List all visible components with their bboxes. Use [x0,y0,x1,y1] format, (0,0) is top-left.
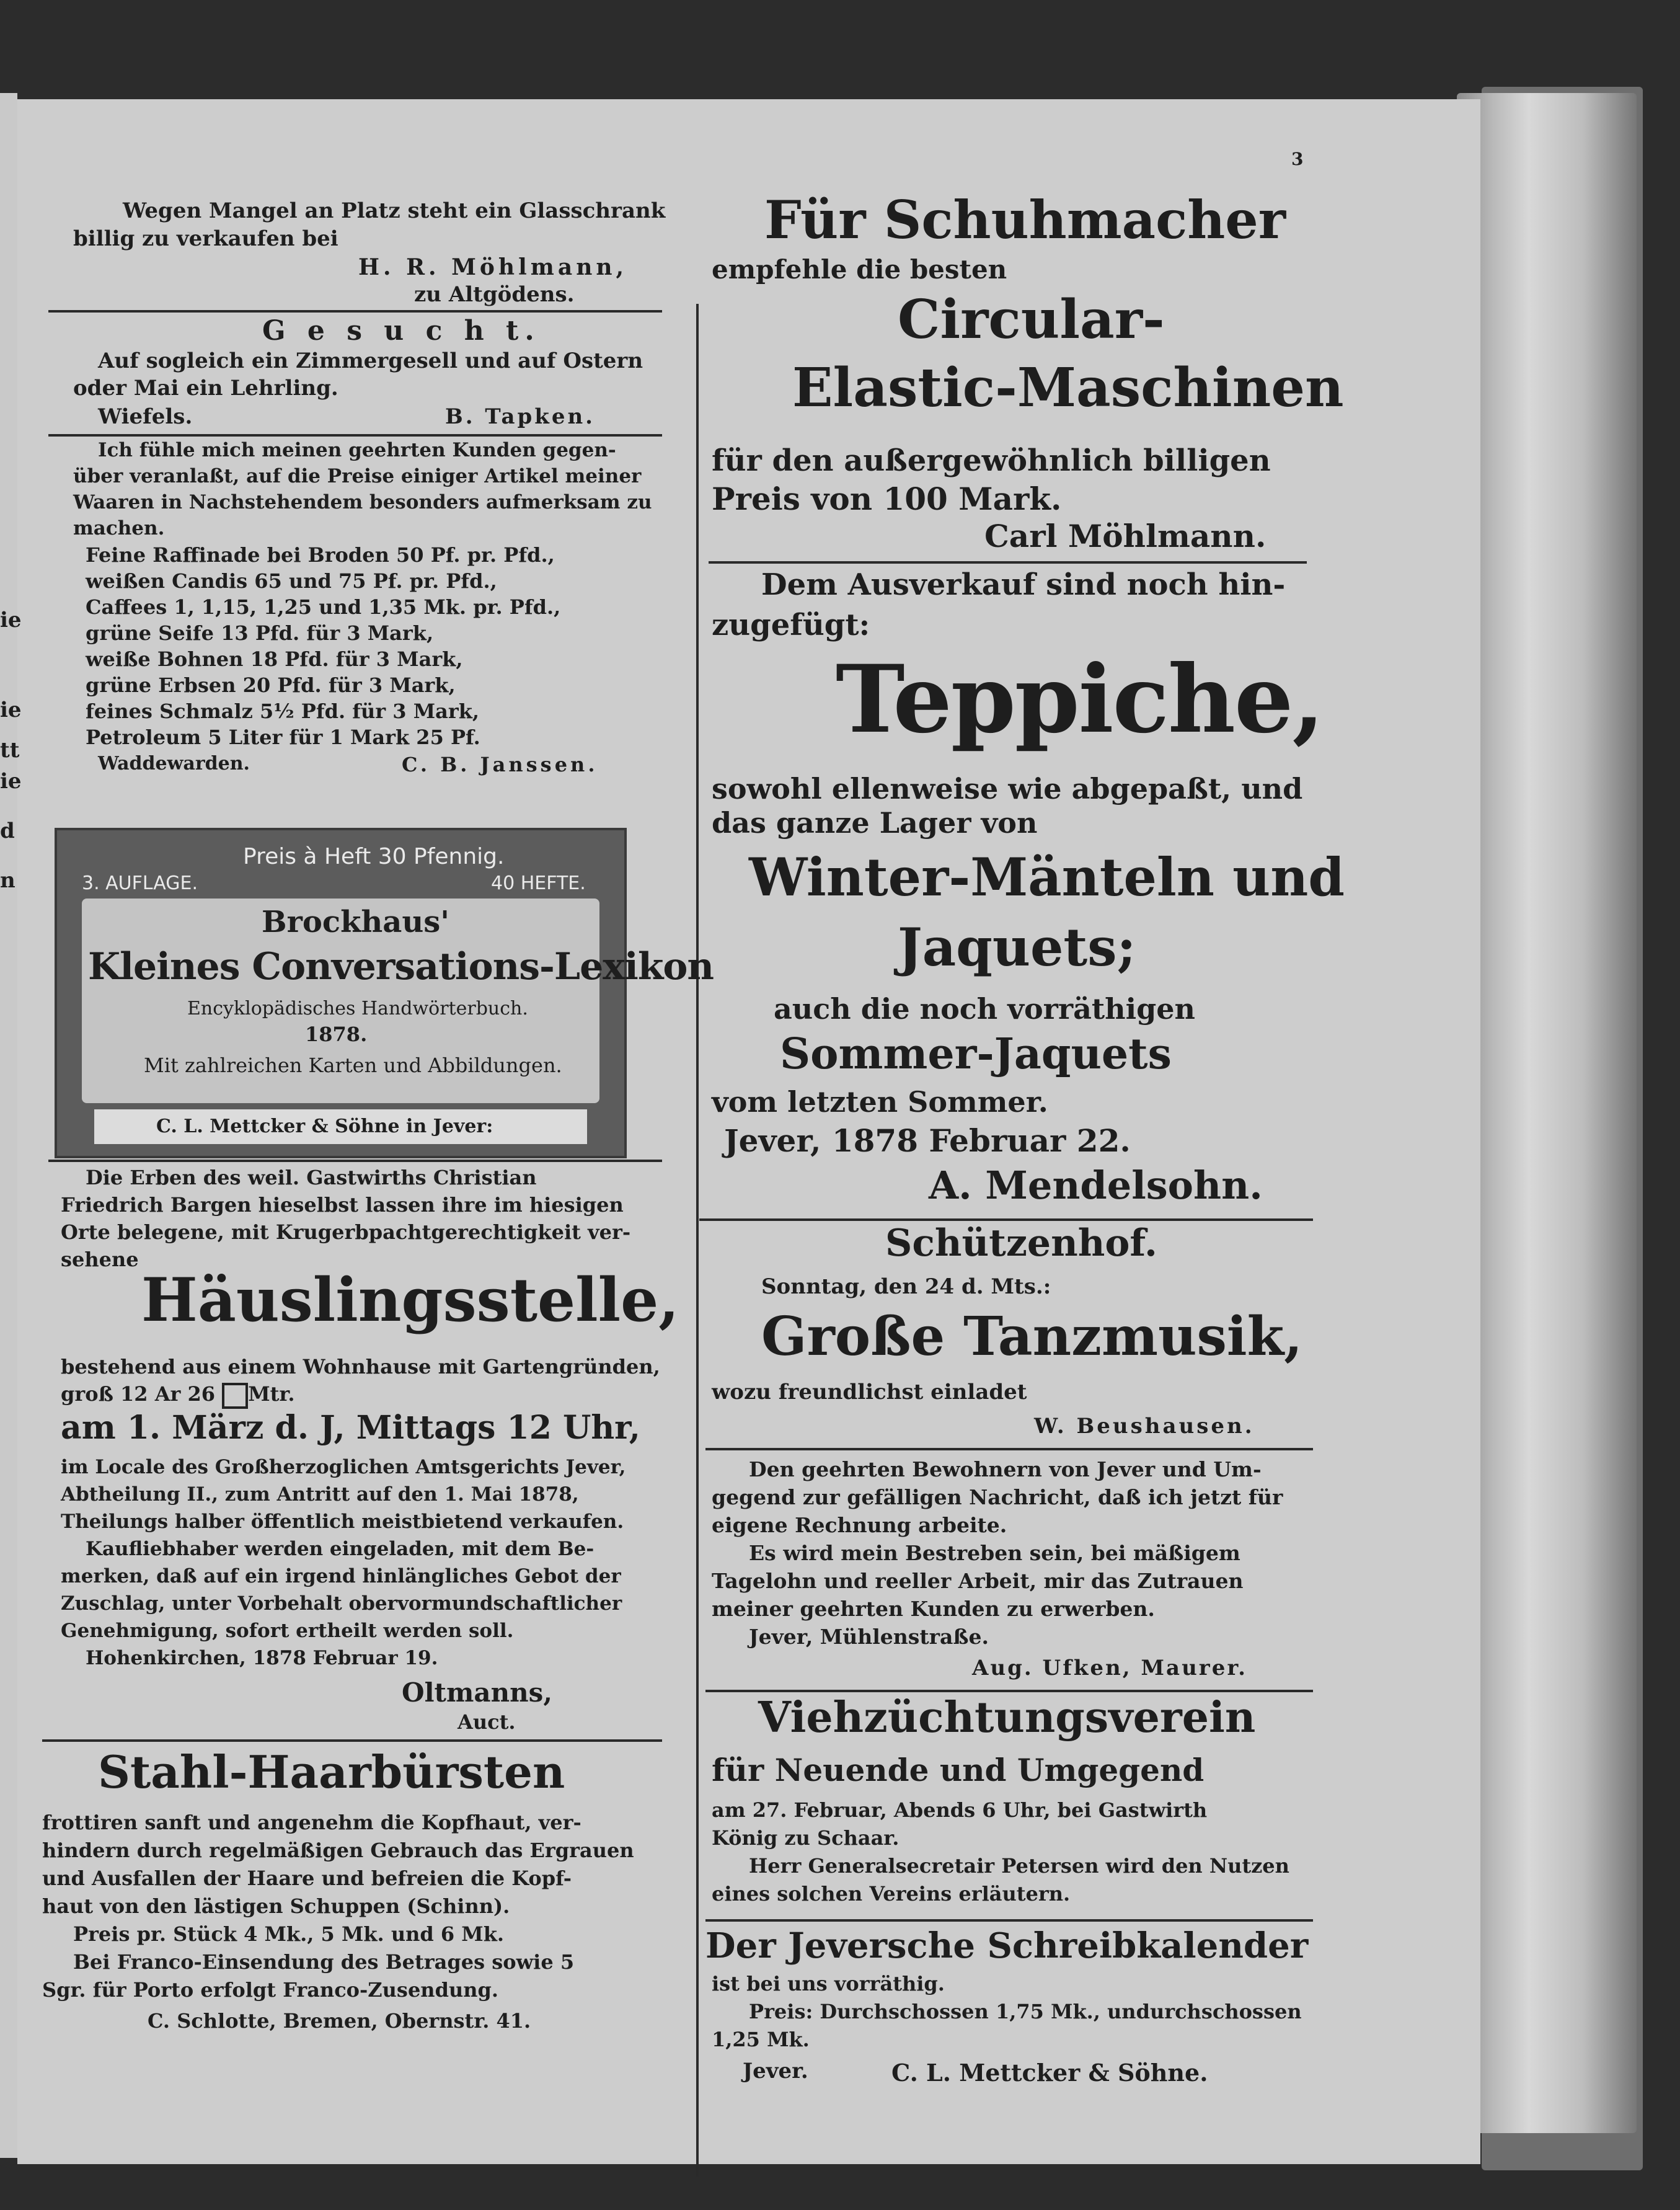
ad-haarbuersten-line: und Ausfallen der Haare und befreien die Kopf- [42,1866,572,1890]
ad-bargen-line: merken, daß auf ein irgend hinlängliches Gebot der [61,1565,621,1587]
column-rule [696,304,699,2177]
divider [48,1160,662,1162]
ad-verein-line: am 27. Februar, Abends 6 Uhr, bei Gastwirth [712,1798,1208,1822]
ad-kalender-line: ist bei uns vorräthig. [712,1972,945,1995]
ad-glasschrank-name: H. R. Möhlmann, [358,254,628,280]
ad-verein-subheadline: für Neuende und Umgegend [712,1752,1205,1788]
ad-janssen-item: weiße Bohnen 18 Pfd. für 3 Mark, [86,647,463,671]
ad-haarbuersten-line: haut von den lästigen Schuppen (Schinn). [42,1894,510,1918]
margin-letter: n [0,868,15,893]
book-page-edges [1457,93,1637,2133]
divider [699,1218,1313,1221]
brockhaus-footer: C. L. Mettcker & Söhne in Jever: [156,1116,493,1137]
square-meter-icon [222,1383,248,1409]
ad-bargen-line: Friedrich Bargen hieselbst lassen ihre im hiesigen [61,1193,624,1217]
ad-bargen-line: Theilungs halber öffentlich meistbietend verkaufen. [61,1511,624,1533]
divider [705,1690,1313,1692]
ad-kalender-price: Preis: Durchschossen 1,75 Mk., undurchschossen [749,2000,1302,2023]
ad-verein-line: Herr Generalsecretair Petersen wird den Nutzen [749,1854,1289,1878]
ad-bargen-line: sehene [61,1248,139,1271]
facing-page-edge [0,93,20,2158]
brockhaus-parts: 40 HEFTE. [491,872,586,894]
ad-ufken-signature: Aug. Ufken, Maurer. [972,1656,1247,1680]
ad-haarbuersten-line: hindern durch regelmäßigen Gebrauch das Ergrauen [42,1839,634,1862]
ad-ufken-line: gegend zur gefälligen Nachricht, daß ich jetzt für [712,1485,1283,1509]
margin-letter: ie [0,769,22,794]
newspaper-page [0,99,1480,2164]
ad-bargen-headline: Häuslingsstelle, [141,1265,679,1335]
ad-haarbuersten-line: frottiren sanft und angenehm die Kopfhaut, ver- [42,1811,581,1834]
ad-gesucht-place: Wiefels. [98,404,193,429]
ad-schuhmacher-line: empfehle die besten [712,254,1007,285]
ad-schuhmacher-big: Elastic-Maschinen [792,357,1344,419]
ad-schuhmacher-big: Circular- [898,288,1165,351]
page-marker: 3 [1291,149,1304,169]
ad-janssen-place: Waddewarden. [98,753,250,774]
ad-ufken-line: Es wird mein Bestreben sein, bei mäßigem [749,1541,1240,1565]
ad-janssen-item: Petroleum 5 Liter für 1 Mark 25 Pf. [86,726,480,749]
ad-janssen-name: C. B. Janssen. [402,753,598,776]
brockhaus-price: Preis à Heft 30 Pfennig. [243,844,505,869]
ad-ufken-line: Tagelohn und reeller Arbeit, mir das Zutrauen [712,1569,1244,1593]
brockhaus-title: Kleines Conversations-Lexikon [88,945,714,988]
ad-verein-line: König zu Schaar. [712,1826,900,1850]
ad-janssen-item: grüne Erbsen 20 Pfd. für 3 Mark, [86,673,456,697]
margin-letter: ie [0,608,22,632]
ad-ufken-line: eigene Rechnung arbeite. [712,1513,1007,1537]
brockhaus-subtitle: Encyklopädisches Handwörterbuch. [187,998,528,1019]
divider [48,310,662,313]
ad-schuetzenhof-headline: Schützenhof. [885,1222,1157,1265]
brockhaus-footer-bar [94,1109,587,1144]
ad-verein-line: eines solchen Vereins erläutern. [712,1882,1071,1906]
ad-schuhmacher-price: Preis von 100 Mark. [712,481,1062,517]
ad-janssen-line: Waaren in Nachstehendem besonders aufmerksam zu [73,491,652,513]
ad-mendelsohn-line: das ganze Lager von [712,806,1038,840]
divider [705,1448,1313,1450]
ad-janssen-item: Caffees 1, 1,15, 1,25 und 1,35 Mk. pr. Pfd., [86,595,561,619]
margin-letter: tt [0,738,20,763]
divider [48,434,662,437]
ad-bargen-signature: Oltmanns, [402,1677,552,1708]
ad-bargen-signature-title: Auct. [458,1710,516,1734]
divider [42,1739,662,1742]
brockhaus-ad-box [55,828,714,1158]
ad-haarbuersten-line: Sgr. für Porto erfolgt Franco-Zusendung. [42,1978,498,2002]
ad-gesucht-line: oder Mai ein Lehrling. [73,376,338,401]
ad-haarbuersten-line: Bei Franco-Einsendung des Betrages sowie 5 [73,1950,575,1974]
ad-mendelsohn-big: Jaquets; [898,916,1136,978]
brockhaus-publisher: Brockhaus' [262,905,449,939]
ad-mendelsohn-line: vom letzten Sommer. [712,1085,1048,1119]
ad-janssen-item: Feine Raffinade bei Broden 50 Pf. pr. Pfd., [86,543,555,567]
ad-janssen-line: über veranlaßt, auf die Preise einiger Artikel meiner [73,465,642,487]
brockhaus-edition: 3. AUFLAGE. [82,872,198,894]
ad-bargen-line: Hohenkirchen, 1878 Februar 19. [86,1647,438,1669]
ad-schuetzenhof-line: Sonntag, den 24 d. Mts.: [761,1274,1051,1299]
ad-ufken-line: Jever, Mühlenstraße. [749,1625,989,1649]
ad-kalender-line: 1,25 Mk. [712,2028,810,2051]
ad-mendelsohn-big: Winter-Mänteln und [749,846,1345,908]
ad-schuhmacher-line: für den außergewöhnlich billigen [712,443,1271,478]
divider [705,1919,1313,1922]
ad-bargen-line: Zuschlag, unter Vorbehalt obervormundschaftlicher [61,1592,622,1615]
ad-janssen-line: Ich fühle mich meinen geehrten Kunden gegen- [98,439,616,461]
ad-mendelsohn-line: sowohl ellenweise wie abgepaßt, und [712,772,1303,805]
ad-mendelsohn-signature: A. Mendelsohn. [929,1163,1263,1208]
ad-haarbuersten-headline: Stahl-Haarbürsten [98,1746,565,1798]
margin-letter: d [0,819,15,843]
ad-kalender-place: Jever. [743,2059,808,2084]
brockhaus-title-panel [82,899,714,1103]
ad-ufken-line: meiner geehrten Kunden zu erwerben. [712,1597,1155,1621]
ad-kalender-signature: C. L. Mettcker & Söhne. [891,2059,1208,2087]
ad-bargen-area-unit: Mtr. [248,1382,295,1406]
ad-schuetzenhof-signature: W. Beushausen. [1034,1414,1255,1439]
ad-kalender-headline: Der Jeversche Schreibkalender [705,1925,1309,1966]
ad-glasschrank-place: zu Altgödens. [414,282,575,307]
margin-letter: ie [0,698,22,722]
ad-gesucht-title: G e s u c h t. [262,315,541,347]
ad-bargen-line: Orte belegene, mit Krugerbpachtgerechtigkeit ver- [61,1220,631,1244]
ad-bargen-line: Die Erben des weil. Gastwirths Christian [86,1166,537,1189]
ad-bargen-area-value: groß 12 Ar 26 [61,1382,216,1406]
ad-schuhmacher-signature: Carl Möhlmann. [984,518,1267,554]
ad-janssen-line: machen. [73,517,165,539]
ad-schuhmacher-headline: Für Schuhmacher [764,189,1286,251]
ad-janssen-item: grüne Seife 13 Pfd. für 3 Mark, [86,621,434,645]
ad-bargen-line: Abtheilung II., zum Antritt auf den 1. Mai 1878, [61,1483,579,1506]
ad-gesucht-line: Auf sogleich ein Zimmergesell und auf Ostern [98,348,643,373]
ad-mendelsohn-line: zugefügt: [712,608,870,642]
ad-haarbuersten-signature: C. Schlotte, Bremen, Obernstr. 41. [148,2009,531,2033]
ad-bargen-line: bestehend aus einem Wohnhause mit Gartengründen, [61,1355,660,1378]
ad-mendelsohn-big: Teppiche, [836,645,1324,754]
ad-mendelsohn-big: Sommer-Jaquets [780,1029,1172,1079]
ad-haarbuersten-price: Preis pr. Stück 4 Mk., 5 Mk. und 6 Mk. [73,1922,505,1946]
ad-janssen-item: feines Schmalz 5½ Pfd. für 3 Mark, [86,699,480,723]
ad-glasschrank-line: Wegen Mangel an Platz steht ein Glasschrank [123,198,666,223]
ad-mendelsohn-date: Jever, 1878 Februar 22. [724,1122,1131,1159]
ad-bargen-line: im Locale des Großherzoglichen Amtsgerichts Jever, [61,1456,626,1478]
ad-glasschrank-line: billig zu verkaufen bei [73,226,338,251]
brockhaus-year: 1878. [305,1023,368,1046]
ad-mendelsohn-line: auch die noch vorräthigen [774,992,1195,1026]
ad-bargen-line: Genehmigung, sofort ertheilt werden soll. [61,1620,514,1642]
ad-verein-headline: Viehzüchtungsverein [758,1693,1256,1742]
ad-gesucht-name: B. Tapken. [445,404,596,429]
ad-schuetzenhof-line: wozu freundlichst einladet [712,1380,1027,1405]
ad-janssen-item: weißen Candis 65 und 75 Pf. pr. Pfd., [86,569,497,593]
brockhaus-extra: Mit zahlreichen Karten und Abbildungen. [144,1054,562,1077]
ad-bargen-area [61,1382,294,1409]
ad-bargen-date: am 1. März d. J, Mittags 12 Uhr, [61,1409,640,1447]
ad-ufken-line: Den geehrten Bewohnern von Jever und Um- [749,1457,1262,1481]
ad-schuetzenhof-big: Große Tanzmusik, [761,1305,1303,1368]
divider [709,561,1307,564]
ad-mendelsohn-line: Dem Ausverkauf sind noch hin- [761,567,1286,602]
ad-bargen-line: Kaufliebhaber werden eingeladen, mit dem Be- [86,1538,595,1560]
